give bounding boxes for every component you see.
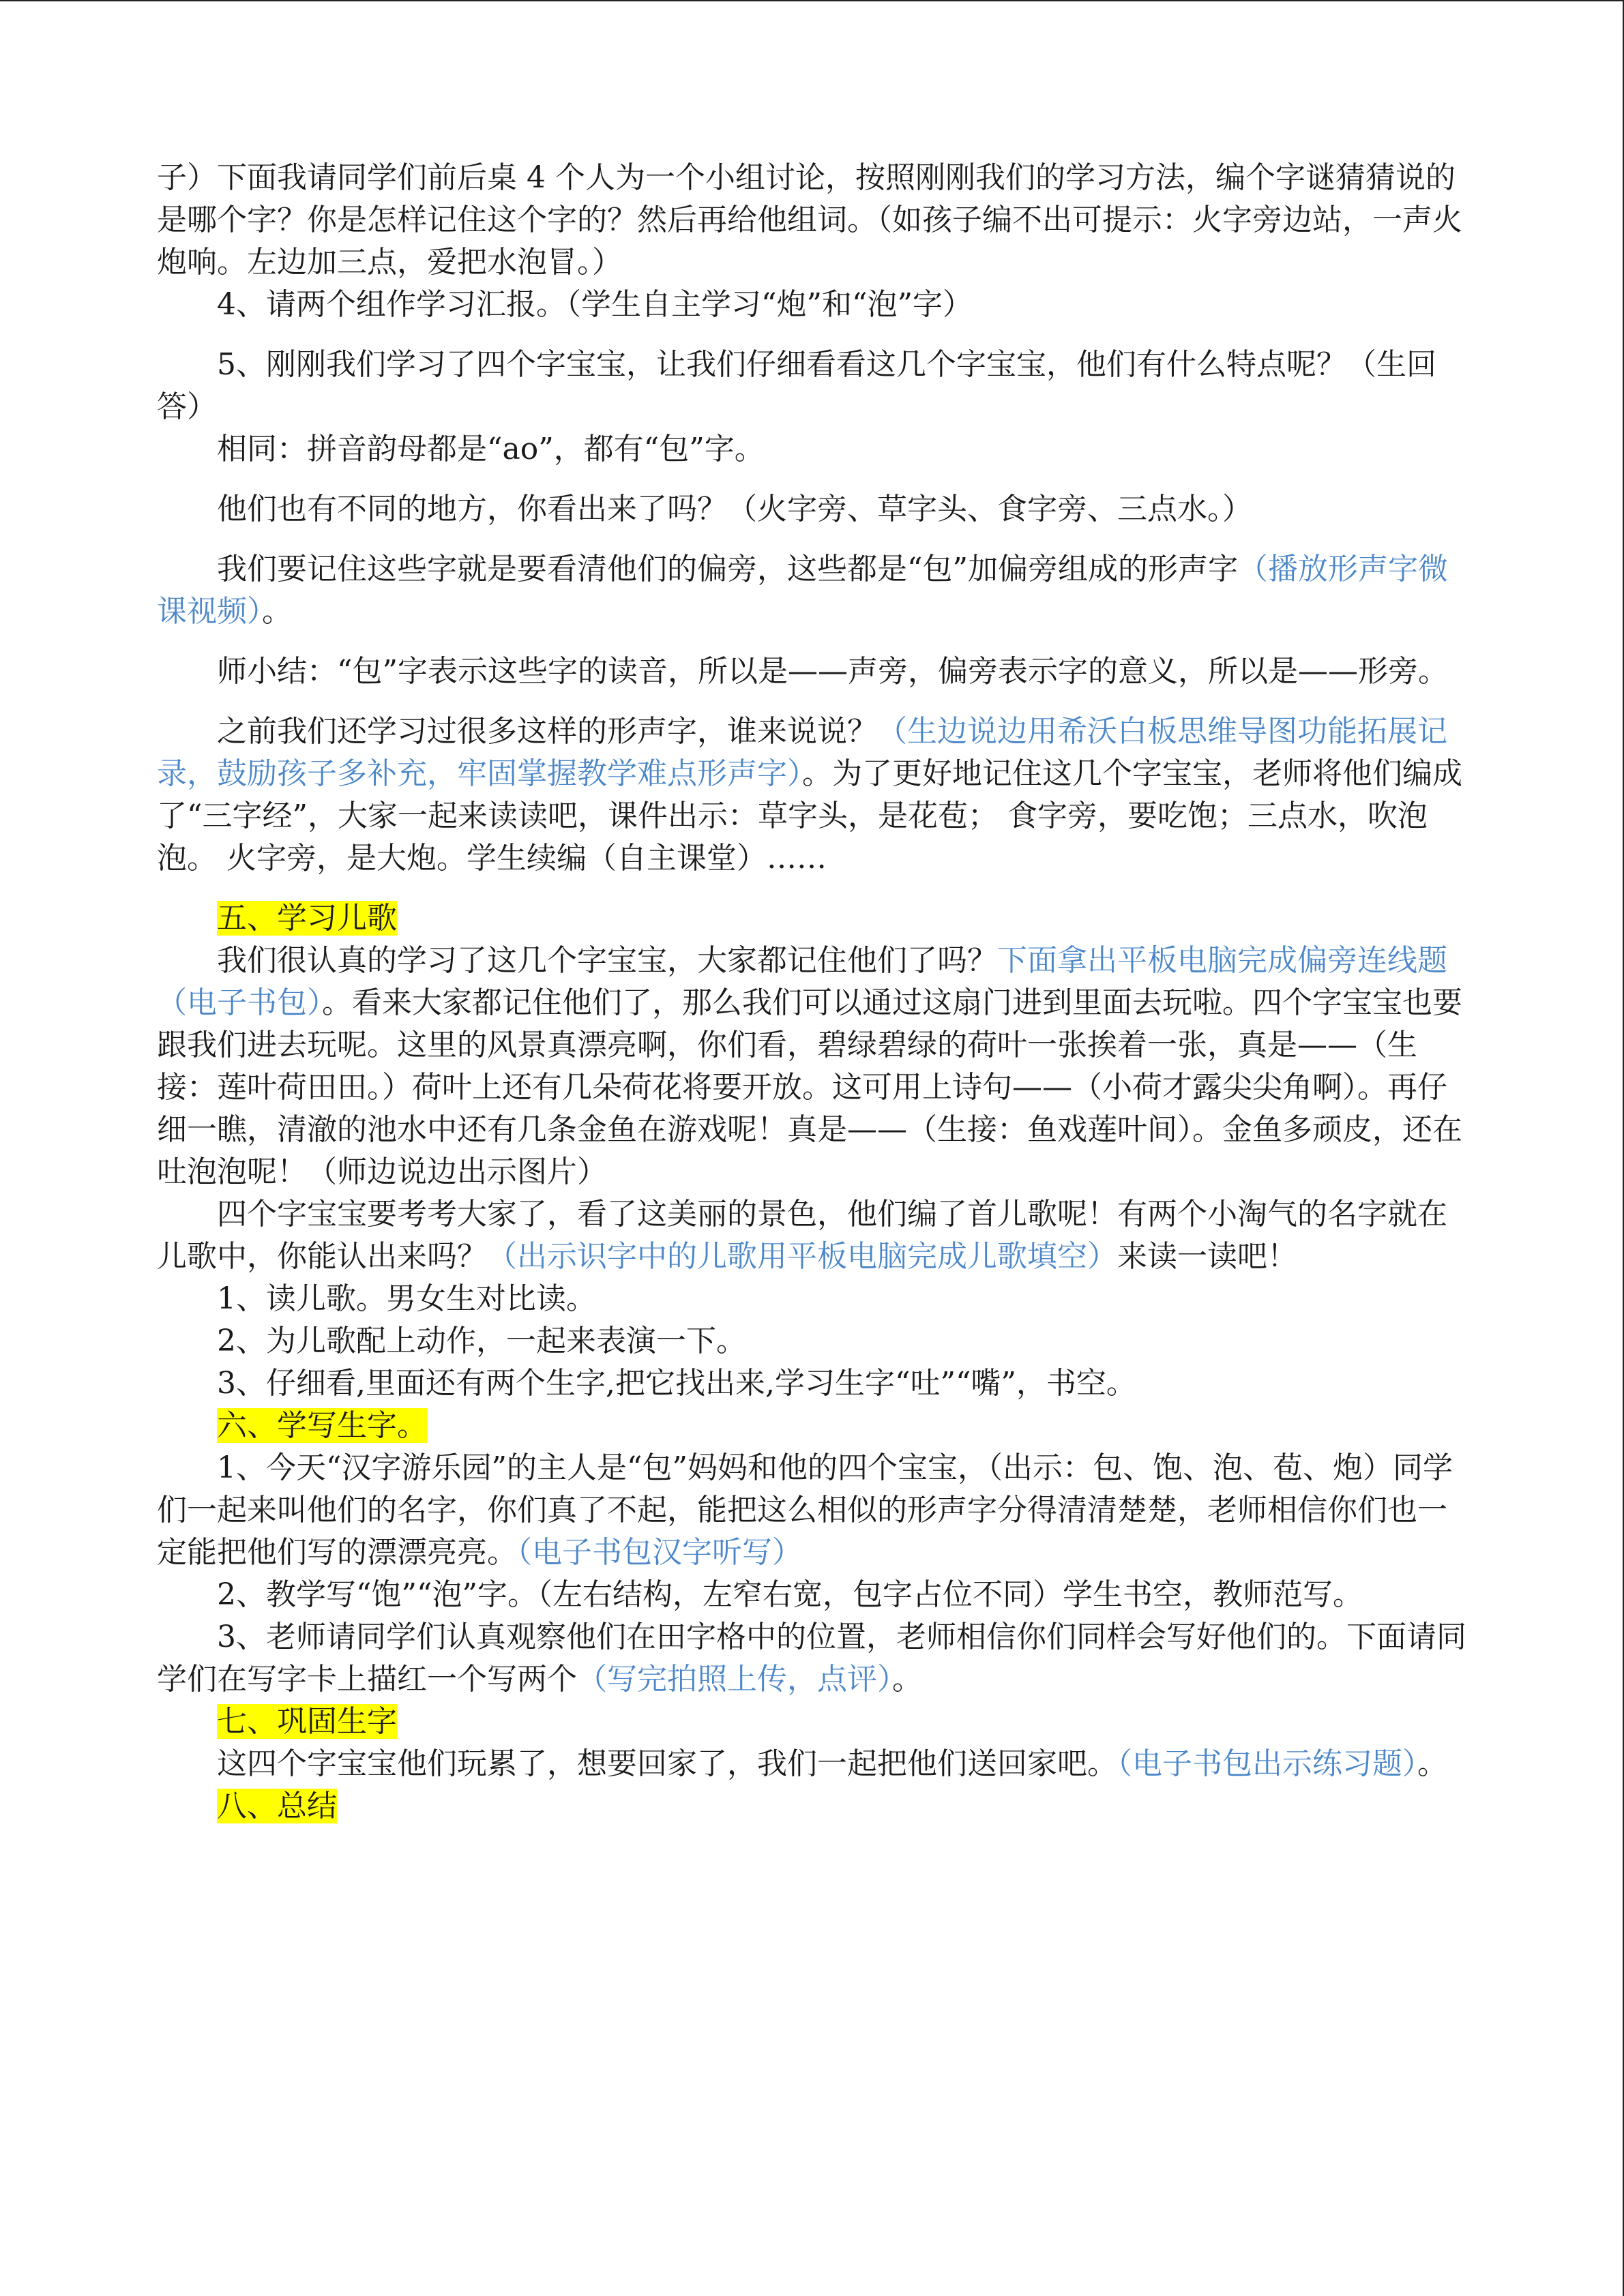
paragraph <box>157 1743 1470 1785</box>
teaching-note: （写完拍照上传，点评） <box>577 1662 892 1697</box>
paragraph <box>157 897 1470 940</box>
paragraph <box>157 651 1470 693</box>
paragraph <box>157 1405 1470 1447</box>
paragraph <box>157 488 1470 531</box>
paragraph <box>157 284 1470 326</box>
text-segment: 3、老师请同学们认真观察他们在田字格中的位置，老师相信你们同样会写好他们的。下面请同学们在写字卡上描红一个写两个 <box>157 1620 1466 1697</box>
teaching-note: （电子书包汉字听写） <box>517 1535 802 1570</box>
paragraph <box>157 1362 1470 1405</box>
text-segment: 。为了更好地记住这几个字宝宝，老师将他们编成了“三字经”，大家一起来读读吧，课件出示：草字头，是花苞； 食字旁，要吃饱；三点水，吹泡泡。 火字旁，是大炮。学生续编（自主课堂）…… <box>157 756 1462 876</box>
text-segment: 相同：拼音韵母都是“ao”，都有“包”字。 <box>217 432 765 466</box>
paragraph <box>157 1701 1470 1743</box>
paragraph <box>157 548 1470 633</box>
section-heading: 七、巩固生字 <box>217 1704 397 1739</box>
paragraph <box>157 157 1470 284</box>
paragraph <box>157 711 1470 880</box>
text-segment: 我们很认真的学习了这几个字宝宝，大家都记住他们了吗？ <box>217 943 997 978</box>
paragraph <box>157 1320 1470 1362</box>
paragraph <box>157 1785 1470 1828</box>
text-segment: 我们要记住这些字就是要看清他们的偏旁，这些都是“包”加偏旁组成的形声字 <box>217 552 1238 586</box>
paragraph <box>157 1278 1470 1320</box>
text-segment: 2、教学写“饱”“泡”字。（左右结构，左窄右宽，包字占位不同）学生书空，教师范写。 <box>217 1577 1363 1612</box>
section-heading: 六、学写生字。 <box>217 1408 427 1443</box>
paragraph <box>157 1447 1470 1574</box>
teaching-note: （生边说边用希沃白板思维导图功能拓展记录，鼓励孩子多补充，牢固掌握教学难点形声字） <box>157 714 1447 791</box>
text-segment: 2、为儿歌配上动作，一起来表演一下。 <box>217 1324 746 1358</box>
paragraph <box>157 428 1470 471</box>
text-segment: 他们也有不同的地方，你看出来了吗？（火字旁、草字头、食字旁、三点水。） <box>217 492 1252 526</box>
teaching-note: 下面拿出平板电脑完成偏旁连线题（电子书包） <box>157 943 1447 1020</box>
text-segment: 。 <box>892 1662 922 1697</box>
text-segment: 来读一读吧！ <box>1117 1239 1297 1274</box>
text-segment: 。看来大家都记住他们了，那么我们可以通过这扇门进到里面去玩啦。四个字宝宝也要跟我们进去玩呢。这里的风景真漂亮啊，你们看，碧绿碧绿的荷叶一张挨着一张，真是——（生接：莲叶荷田田。）荷叶上还有几朵荷花将要开放。这可用上诗句——（小荷才露尖尖角啊）。再仔细一瞧，清澈的池水中还有几条金鱼在游戏呢！真是——（生接：鱼戏莲叶间）。金鱼多顽皮，还在吐泡泡呢！（师边说边出示图片） <box>157 985 1462 1189</box>
text-segment: 4、请两个组作学习汇报。（学生自主学习“炮”和“泡”字） <box>217 287 973 322</box>
teaching-note: （电子书包出示练习题） <box>1117 1746 1417 1781</box>
paragraph <box>157 1574 1470 1616</box>
text-segment: 5、刚刚我们学习了四个字宝宝，让我们仔细看看这几个字宝宝，他们有什么特点呢？（生回答） <box>157 347 1436 424</box>
text-segment: 。 <box>262 594 292 629</box>
text-segment: 1、读儿歌。男女生对比读。 <box>217 1281 596 1316</box>
text-segment: 这四个字宝宝他们玩累了，想要回家了，我们一起把他们送回家吧。 <box>217 1746 1117 1781</box>
text-segment: 3、仔细看,里面还有两个生字,把它找出来,学习生字“吐”“嘴”，书空。 <box>217 1366 1136 1401</box>
text-segment: 子）下面我请同学们前后桌 4 个人为一个小组讨论，按照刚刚我们的学习方法，编个字谜猜猜说的是哪个字？你是怎样记住这个字的？然后再给他组词。（如孩子编不出可提示：火字旁边站，一声火炮响。左边加三点，爱把水泡冒。） <box>157 160 1462 280</box>
section-heading: 五、学习儿歌 <box>217 901 397 936</box>
section-heading: 八、总结 <box>217 1789 337 1823</box>
text-segment: 之前我们还学习过很多这样的形声字，谁来说说？ <box>217 714 877 749</box>
document-body <box>157 157 1470 1828</box>
paragraph <box>157 344 1470 428</box>
text-segment: 四个字宝宝要考考大家了，看了这美丽的景色，他们编了首儿歌呢！有两个小淘气的名字就在儿歌中，你能认出来吗？ <box>157 1197 1447 1274</box>
text-segment: 。 <box>1417 1746 1447 1781</box>
paragraph <box>157 1616 1470 1701</box>
text-segment: 师小结：“包”字表示这些字的读音，所以是——声旁，偏旁表示字的意义，所以是——形旁。 <box>217 654 1448 689</box>
paragraph <box>157 1193 1470 1278</box>
paragraph <box>157 940 1470 1193</box>
teaching-note: （播放形声字微课视频） <box>157 552 1448 629</box>
teaching-note: （出示识字中的儿歌用平板电脑完成儿歌填空） <box>487 1239 1117 1274</box>
text-segment: 1、今天“汉字游乐园”的主人是“包”妈妈和他的四个宝宝，（出示：包、饱、泡、苞、炮）同学们一起来叫他们的名字，你们真了不起，能把这么相似的形声字分得清清楚楚，老师相信你们也一定能把他们写的漂漂亮亮。 <box>157 1450 1453 1570</box>
